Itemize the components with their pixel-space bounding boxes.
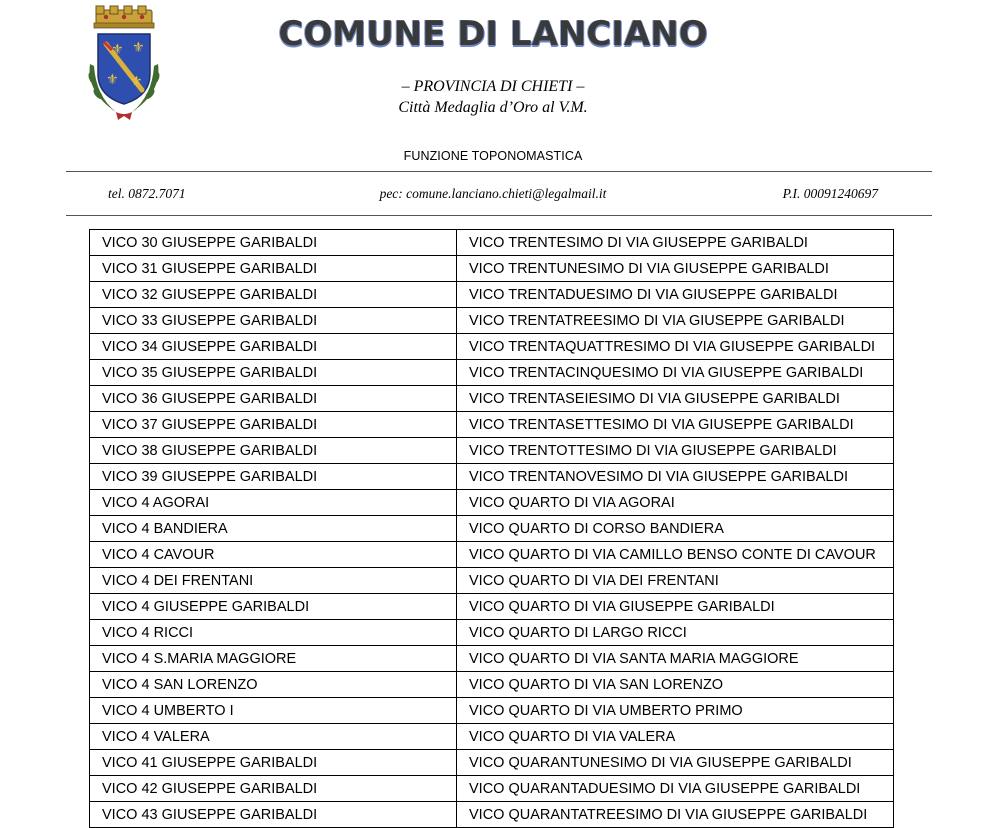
table-row xyxy=(90,230,894,256)
table-row xyxy=(90,438,894,464)
new-street-name-cell: VICO QUARTO DI LARGO RICCI xyxy=(457,620,894,646)
table-row xyxy=(90,594,894,620)
table-row xyxy=(90,490,894,516)
old-street-name-cell: VICO 39 GIUSEPPE GARIBALDI xyxy=(90,464,457,490)
new-street-name-cell: VICO QUARTO DI VIA UMBERTO PRIMO xyxy=(457,698,894,724)
new-street-name-cell: VICO QUARTO DI VIA DEI FRENTANI xyxy=(457,568,894,594)
table-row xyxy=(90,412,894,438)
table-row xyxy=(90,360,894,386)
table-row xyxy=(90,334,894,360)
old-street-name-cell: VICO 4 SAN LORENZO xyxy=(90,672,457,698)
table-row xyxy=(90,464,894,490)
old-street-name-cell: VICO 41 GIUSEPPE GARIBALDI xyxy=(90,750,457,776)
old-street-name-cell: VICO 32 GIUSEPPE GARIBALDI xyxy=(90,282,457,308)
old-street-name-cell: VICO 4 GIUSEPPE GARIBALDI xyxy=(90,594,457,620)
new-street-name-cell: VICO QUARANTUNESIMO DI VIA GIUSEPPE GARIBALDI xyxy=(457,750,894,776)
table-row xyxy=(90,568,894,594)
new-street-name-cell: VICO QUARTO DI VIA GIUSEPPE GARIBALDI xyxy=(457,594,894,620)
header-divider-top xyxy=(66,171,932,172)
svg-text:⚜: ⚜ xyxy=(111,42,124,58)
old-street-name-cell: VICO 4 DEI FRENTANI xyxy=(90,568,457,594)
old-street-name-cell: VICO 30 GIUSEPPE GARIBALDI xyxy=(90,230,457,256)
old-street-name-cell: VICO 36 GIUSEPPE GARIBALDI xyxy=(90,386,457,412)
old-street-name-cell: VICO 4 S.MARIA MAGGIORE xyxy=(90,646,457,672)
table-row xyxy=(90,802,894,828)
old-street-name-cell: VICO 4 CAVOUR xyxy=(90,542,457,568)
contact-tel: tel. 0872.7071 xyxy=(108,186,186,201)
new-street-name-cell: VICO QUARTO DI VIA VALERA xyxy=(457,724,894,750)
old-street-name-cell: VICO 31 GIUSEPPE GARIBALDI xyxy=(90,256,457,282)
table-row xyxy=(90,386,894,412)
new-street-name-cell: VICO TRENTASEIESIMO DI VIA GIUSEPPE GARIBALDI xyxy=(457,386,894,412)
table-row xyxy=(90,256,894,282)
new-street-name-cell: VICO QUARTO DI VIA SANTA MARIA MAGGIORE xyxy=(457,646,894,672)
new-street-name-cell: VICO QUARANTADUESIMO DI VIA GIUSEPPE GARIBALDI xyxy=(457,776,894,802)
table-row xyxy=(90,308,894,334)
new-street-name-cell: VICO QUARTO DI VIA AGORAI xyxy=(457,490,894,516)
new-street-name-cell: VICO TRENTATREESIMO DI VIA GIUSEPPE GARIBALDI xyxy=(457,308,894,334)
new-street-name-cell: VICO QUARANTATREESIMO DI VIA GIUSEPPE GARIBALDI xyxy=(457,802,894,828)
old-street-name-cell: VICO 4 RICCI xyxy=(90,620,457,646)
old-street-name-cell: VICO 4 BANDIERA xyxy=(90,516,457,542)
province-subtitle: – PROVINCIA DI CHIETI – xyxy=(401,78,585,95)
header-divider-bottom xyxy=(66,215,932,216)
old-street-name-cell: VICO 35 GIUSEPPE GARIBALDI xyxy=(90,360,457,386)
old-street-name-cell: VICO 33 GIUSEPPE GARIBALDI xyxy=(90,308,457,334)
old-street-name-cell: VICO 42 GIUSEPPE GARIBALDI xyxy=(90,776,457,802)
contact-piva: P.I. 00091240697 xyxy=(782,186,878,201)
new-street-name-cell: VICO TRENTADUESIMO DI VIA GIUSEPPE GARIBALDI xyxy=(457,282,894,308)
table-row xyxy=(90,750,894,776)
new-street-name-cell: VICO TRENTAQUATTRESIMO DI VIA GIUSEPPE GARIBALDI xyxy=(457,334,894,360)
old-street-name-cell: VICO 4 UMBERTO I xyxy=(90,698,457,724)
table-row xyxy=(90,776,894,802)
honor-subtitle: Città Medaglia d’Oro al V.M. xyxy=(398,99,588,116)
new-street-name-cell: VICO TRENTASETTESIMO DI VIA GIUSEPPE GARIBALDI xyxy=(457,412,894,438)
table-row xyxy=(90,672,894,698)
new-street-name-cell: VICO TRENTESIMO DI VIA GIUSEPPE GARIBALDI xyxy=(457,230,894,256)
street-names-table xyxy=(89,229,894,828)
new-street-name-cell: VICO TRENTANOVESIMO DI VIA GIUSEPPE GARIBALDI xyxy=(457,464,894,490)
table-row xyxy=(90,620,894,646)
old-street-name-cell: VICO 4 VALERA xyxy=(90,724,457,750)
table-row xyxy=(90,724,894,750)
new-street-name-cell: VICO QUARTO DI CORSO BANDIERA xyxy=(457,516,894,542)
new-street-name-cell: VICO TRENTOTTESIMO DI VIA GIUSEPPE GARIBALDI xyxy=(457,438,894,464)
new-street-name-cell: VICO QUARTO DI VIA SAN LORENZO xyxy=(457,672,894,698)
table-row xyxy=(90,698,894,724)
table-row xyxy=(90,646,894,672)
svg-text:⚜: ⚜ xyxy=(106,72,119,88)
page-title: COMUNE DI LANCIANO xyxy=(278,14,708,54)
department-label: FUNZIONE TOPONOMASTICA xyxy=(403,149,583,163)
table-row xyxy=(90,516,894,542)
new-street-name-cell: VICO QUARTO DI VIA CAMILLO BENSO CONTE DI CAVOUR xyxy=(457,542,894,568)
table-row xyxy=(90,542,894,568)
old-street-name-cell: VICO 37 GIUSEPPE GARIBALDI xyxy=(90,412,457,438)
old-street-name-cell: VICO 34 GIUSEPPE GARIBALDI xyxy=(90,334,457,360)
new-street-name-cell: VICO TRENTUNESIMO DI VIA GIUSEPPE GARIBALDI xyxy=(457,256,894,282)
old-street-name-cell: VICO 43 GIUSEPPE GARIBALDI xyxy=(90,802,457,828)
svg-text:⚜: ⚜ xyxy=(130,74,143,90)
old-street-name-cell: VICO 4 AGORAI xyxy=(90,490,457,516)
old-street-name-cell: VICO 38 GIUSEPPE GARIBALDI xyxy=(90,438,457,464)
new-street-name-cell: VICO TRENTACINQUESIMO DI VIA GIUSEPPE GARIBALDI xyxy=(457,360,894,386)
svg-text:⚜: ⚜ xyxy=(132,40,145,56)
contact-pec: pec: comune.lanciano.chieti@legalmail.it xyxy=(379,186,607,201)
table-row xyxy=(90,282,894,308)
